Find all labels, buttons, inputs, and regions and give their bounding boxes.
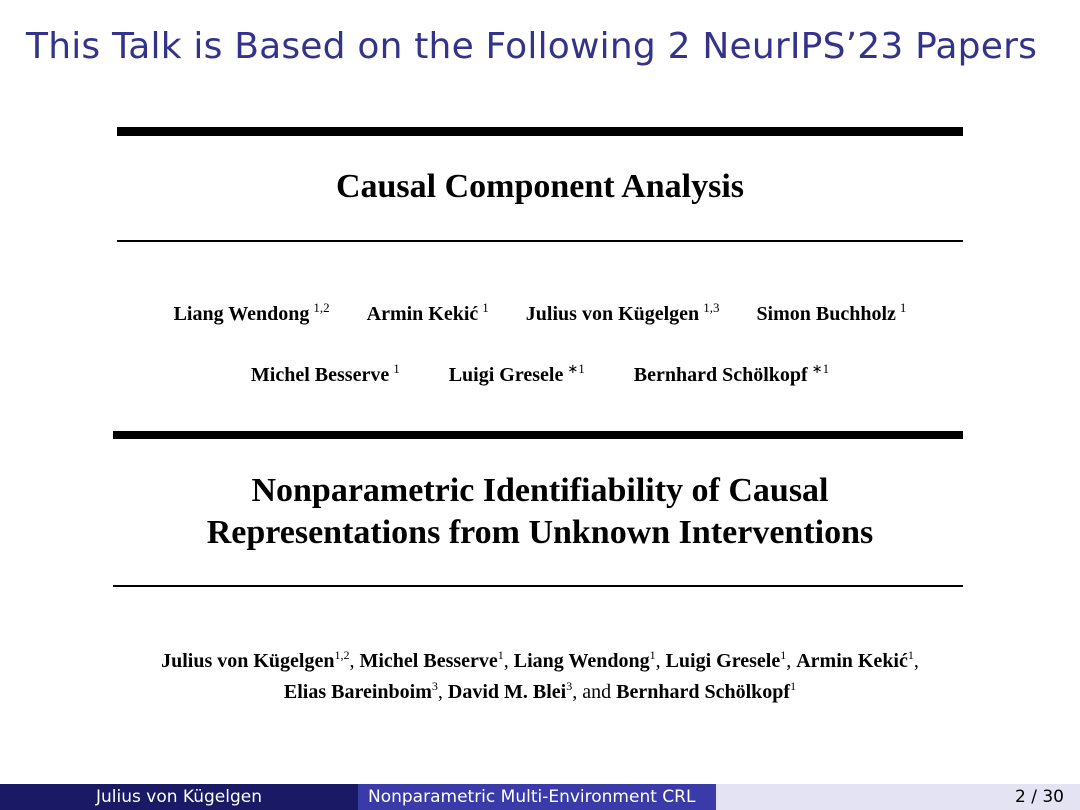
- footer-author: Julius von Kügelgen: [0, 784, 358, 810]
- paper2-top-rule: [113, 431, 963, 439]
- paper2-authors: [0, 643, 1080, 705]
- paper1-bottom-rule: [117, 240, 963, 242]
- slide-title: This Talk is Based on the Following 2 NeurIPS’23 Papers: [26, 26, 1038, 67]
- author: Bernhard Schölkopf $^{∗1}$: [633, 361, 830, 386]
- author: Simon Buchholz $^1$: [756, 300, 907, 325]
- author: Elias Bareinboim$^3$,: [283, 679, 448, 703]
- paper2-title: [0, 470, 1080, 554]
- author: Armin Kekić$^1$,: [796, 648, 919, 672]
- paper2-authors-line2: [0, 674, 1080, 705]
- author: Armin Kekić $^1$: [366, 300, 489, 325]
- author: Michel Besserve$^1$,: [359, 648, 514, 672]
- author: Michel Besserve $^1$: [250, 361, 400, 386]
- author: Luigi Gresele $^{∗1}$: [448, 361, 585, 386]
- footer-talk-title: Nonparametric Multi-Environment CRL: [358, 784, 716, 810]
- author: Liang Wendong $^{1,2}$: [173, 300, 330, 325]
- paper2-bottom-rule: [113, 585, 963, 587]
- paper2-authors-line1: [0, 643, 1080, 674]
- author: Luigi Gresele$^1$,: [665, 648, 797, 672]
- author: David M. Blei$^3$, and: [447, 679, 617, 703]
- paper1-top-rule: [117, 127, 963, 136]
- footer-page-number: 2 / 30: [716, 784, 1080, 810]
- paper2-title-line1: Nonparametric Identifiability of Causal: [251, 472, 829, 509]
- paper1-title: Causal Component Analysis: [335, 168, 745, 205]
- paper1-authors-row1: [0, 300, 1080, 326]
- author: Julius von Kügelgen $^{1,3}$: [525, 300, 720, 325]
- paper1-authors-row2: [0, 361, 1080, 387]
- author: Liang Wendong$^1$,: [513, 648, 666, 672]
- slide-footer: [0, 784, 1080, 810]
- author: Bernhard Schölkopf$^1$: [616, 679, 797, 703]
- paper2-title-line2: Representations from Unknown Interventions: [206, 514, 874, 551]
- author: Julius von Kügelgen$^{1,2}$,: [161, 648, 360, 672]
